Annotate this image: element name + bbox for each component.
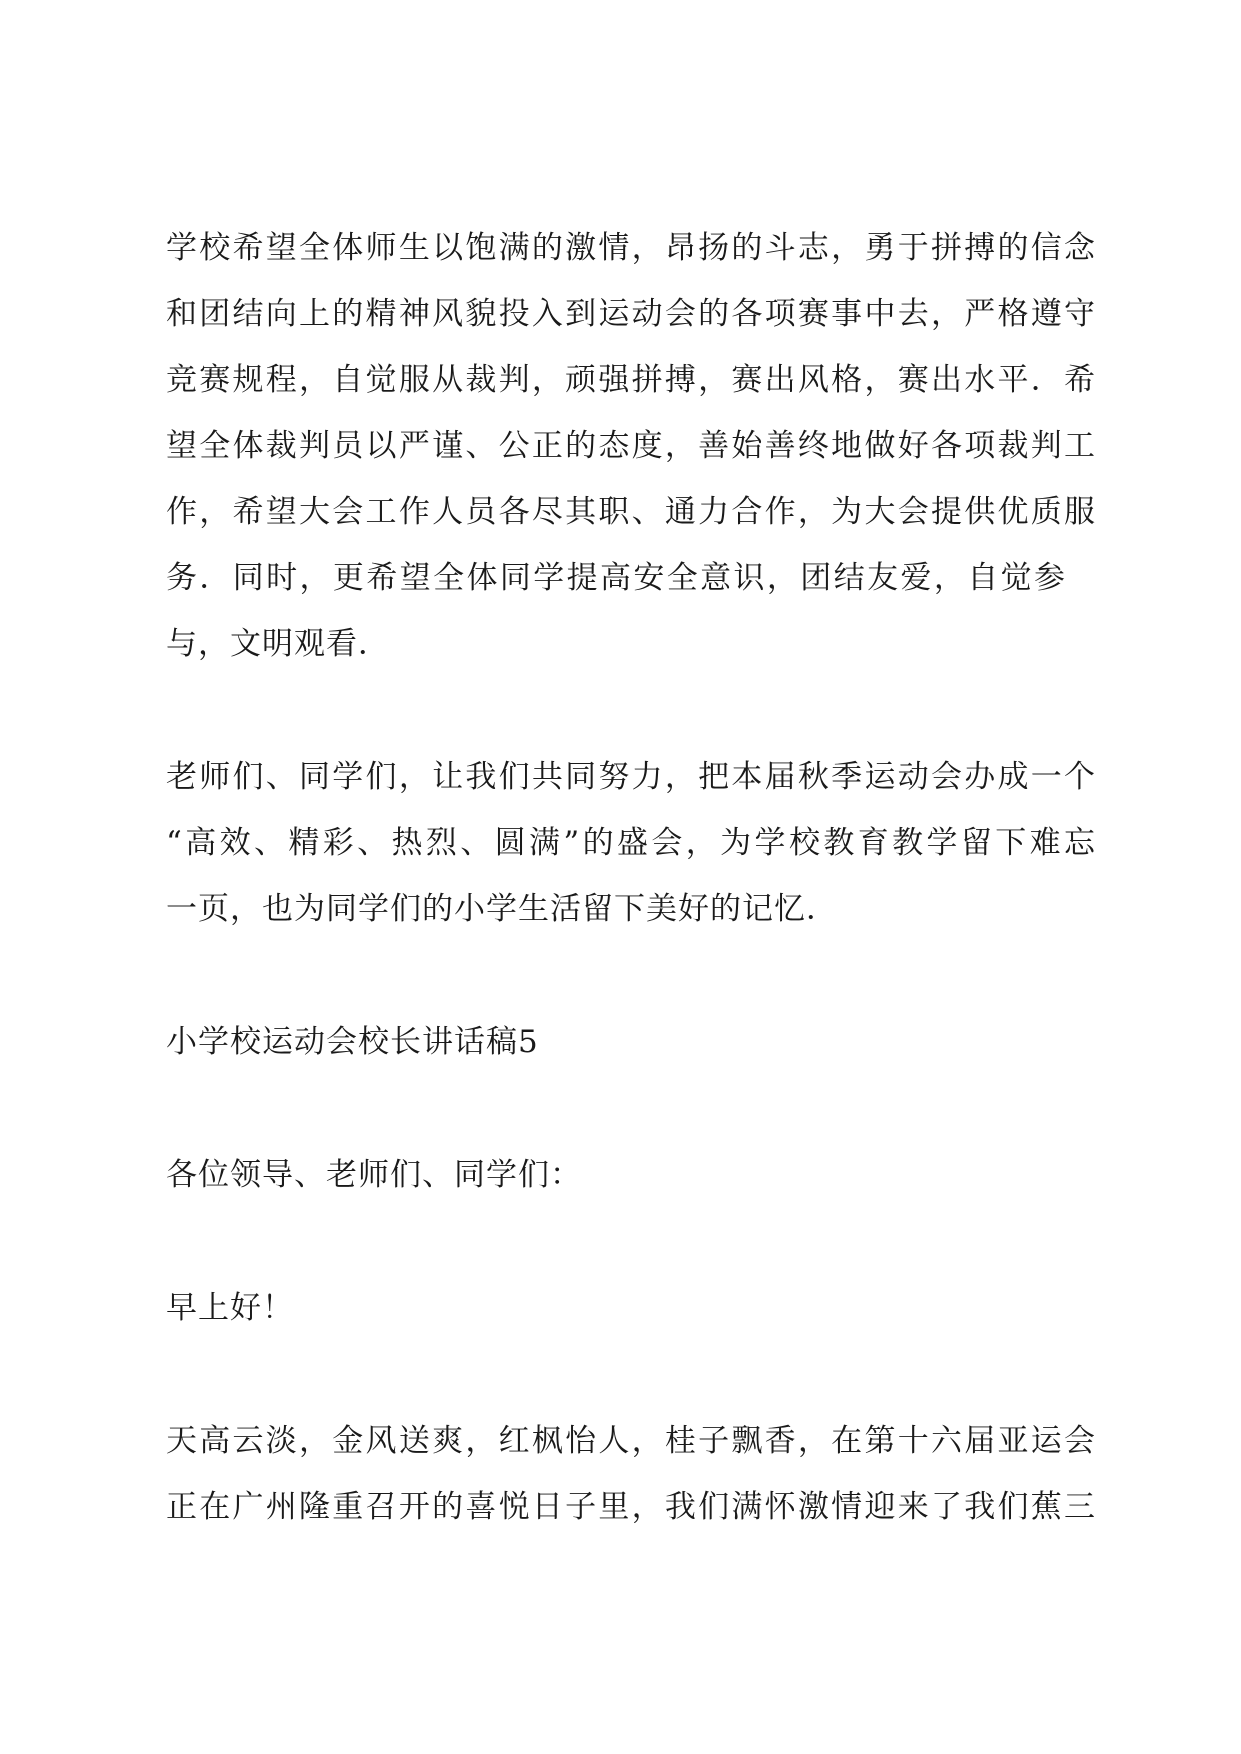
paragraph-1-line-3: 竞赛规程，自觉服从裁判，顽强拼搏，赛出风格，赛出水平．希	[166, 362, 1096, 398]
paragraph-3-line-1: 天高云淡，金风送爽，红枫怡人，桂子飘香，在第十六届亚运会	[166, 1423, 1096, 1459]
section-heading: 小学校运动会校长讲话稿5	[166, 1024, 539, 1060]
paragraph-1-line-1: 学校希望全体师生以饱满的激情，昂扬的斗志，勇于拼搏的信念	[166, 230, 1096, 266]
greeting: 早上好！	[166, 1290, 294, 1326]
paragraph-2-line-1: 老师们、同学们，让我们共同努力，把本届秋季运动会办成一个	[166, 759, 1096, 795]
paragraph-1-line-7: 与，文明观看．	[166, 626, 390, 662]
salutation: 各位领导、老师们、同学们：	[166, 1157, 582, 1193]
paragraph-1-line-6: 务．同时，更希望全体同学提高安全意识，团结友爱，自觉参	[166, 560, 1066, 596]
paragraph-1-line-2: 和团结向上的精神风貌投入到运动会的各项赛事中去，严格遵守	[166, 296, 1096, 332]
paragraph-1-line-5: 作，希望大会工作人员各尽其职、通力合作，为大会提供优质服	[166, 494, 1096, 530]
paragraph-1-line-4: 望全体裁判员以严谨、公正的态度，善始善终地做好各项裁判工	[166, 428, 1096, 464]
paragraph-3-line-2: 正在广州隆重召开的喜悦日子里，我们满怀激情迎来了我们蕉三	[166, 1489, 1096, 1525]
paragraph-2-line-2: “高效、精彩、热烈、圆满”的盛会，为学校教育教学留下难忘	[166, 825, 1096, 861]
paragraph-2-line-3: 一页，也为同学们的小学生活留下美好的记忆．	[166, 891, 838, 927]
